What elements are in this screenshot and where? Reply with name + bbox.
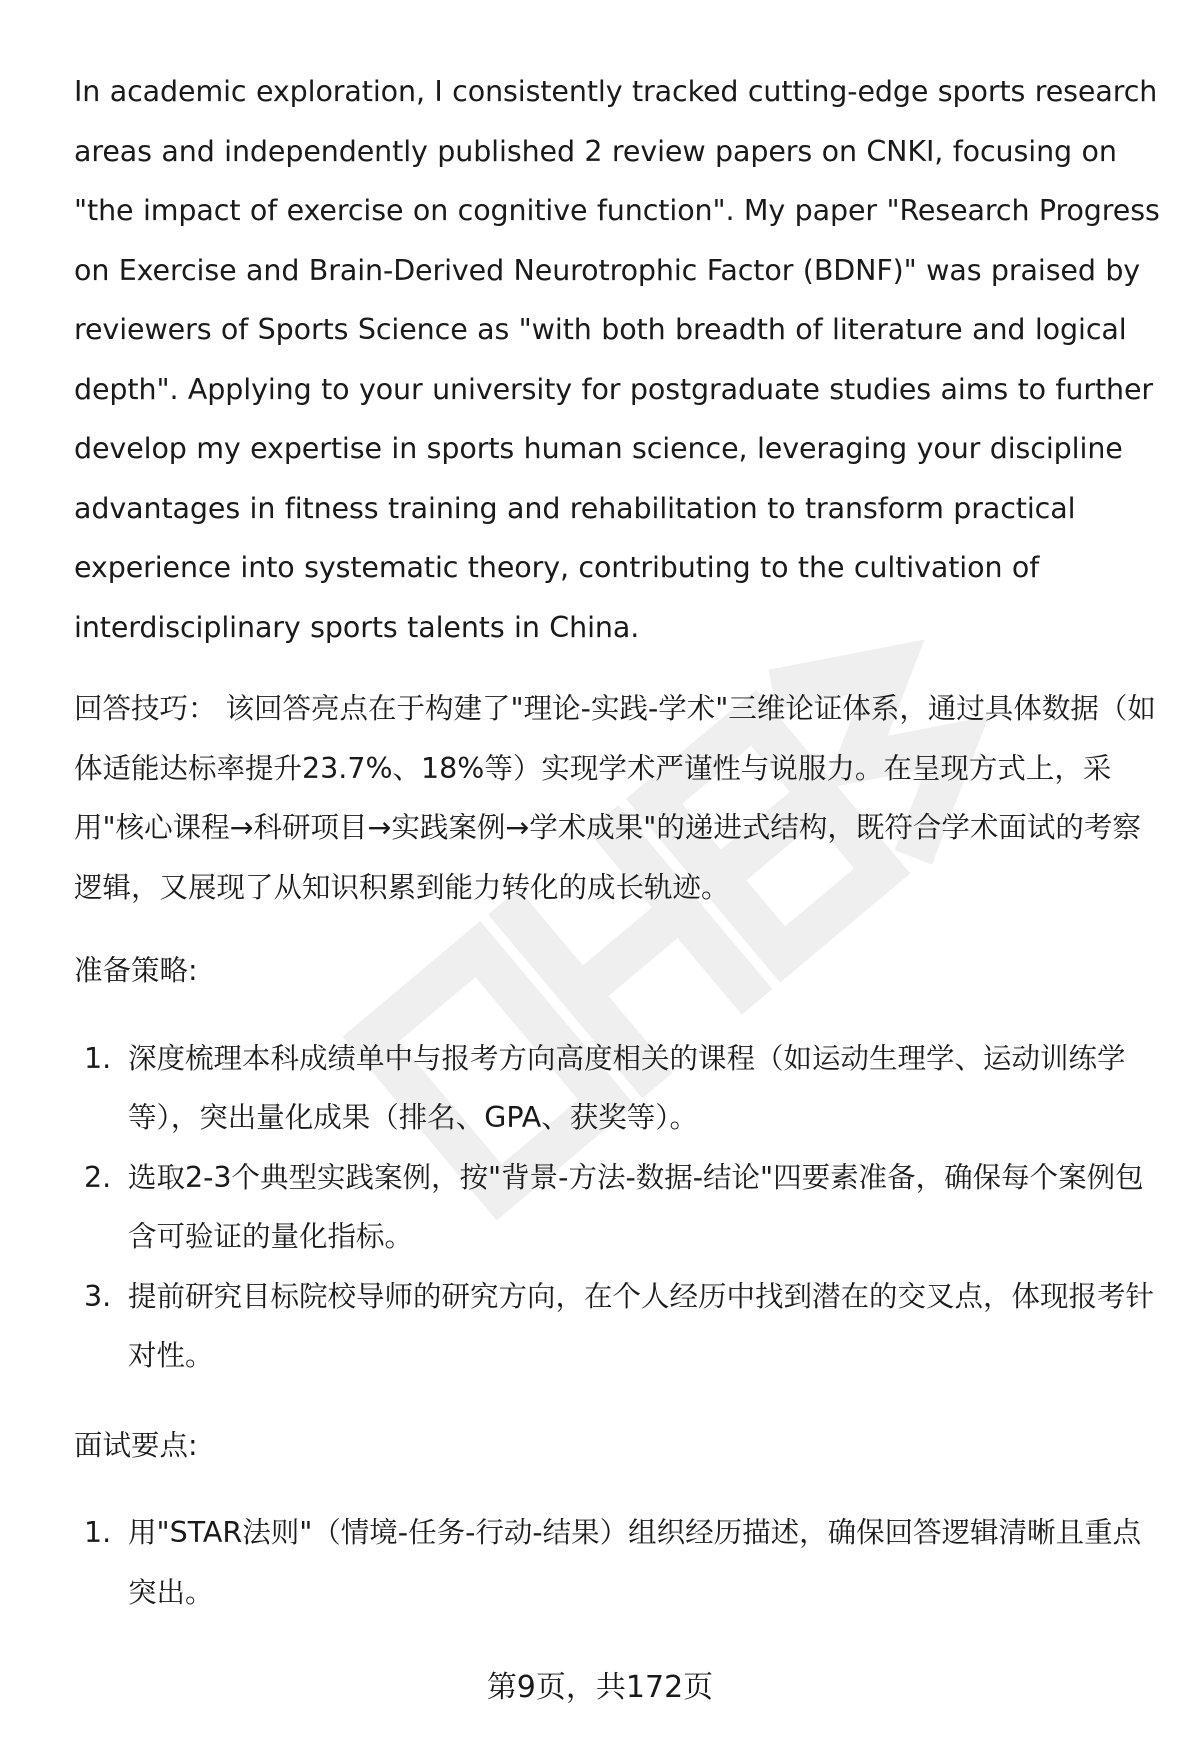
intro-paragraph: In academic exploration, I consistently tracked cutting-edge sports research areas and independently published 2 review papers on CNKI, focusing on "the impact of exercise on cognitive function". My paper "Research Progress on Exercise and Brain-Derived Neurotrophic Factor (BDNF)" was praised by reviewers of Sports Science as "with both breadth of literature and logical depth". Applying to your university for postgraduate studies aims to further develop my expertise in sports human science, leveraging your discipline advantages in fitness training and rehabilitation to transform practical experience into systematic theory, contributing to the cultivation of interdisciplinary sports talents in China. — [74, 75, 1160, 644]
document-content — [74, 62, 1164, 1622]
list-item — [74, 1029, 1164, 1148]
list-number: 1. — [84, 1516, 112, 1549]
preparation-heading: 准备策略: — [74, 954, 198, 987]
list-item — [74, 1267, 1164, 1386]
list-item-text: 选取2-3个典型实践案例，按"背景-方法-数据-结论"四要素准备，确保每个案例包含可验证的量化指标。 — [128, 1160, 1144, 1253]
list-item-text: 深度梳理本科成绩单中与报考方向高度相关的课程（如运动生理学、运动训练学等），突出量化成果（排名、GPA、获奖等）。 — [128, 1041, 1126, 1134]
page-footer: 第9页，共172页 — [486, 1670, 714, 1705]
list-item — [74, 1148, 1164, 1267]
list-item-text: 用"STAR法则"（情境-任务-行动-结果）组织经历描述，确保回答逻辑清晰且重点突出。 — [128, 1516, 1142, 1609]
list-item — [74, 1503, 1164, 1622]
interview-list — [74, 1503, 1164, 1622]
preparation-list — [74, 1029, 1164, 1386]
answer-tips-paragraph: 回答技巧： 该回答亮点在于构建了"理论-实践-学术"三维论证体系，通过具体数据（如体适能达标率提升23.7%、18%等）实现学术严谨性与说服力。在呈现方式上，采用"核心课程→科研项目→实践案例→学术成果"的递进式结构，既符合学术面试的考察逻辑，又展现了从知识积累到能力转化的成长轨迹。 — [74, 692, 1156, 904]
list-number: 3. — [84, 1279, 112, 1313]
interview-heading: 面试要点: — [74, 1428, 198, 1462]
list-number: 2. — [84, 1160, 112, 1194]
list-item-text: 提前研究目标院校导师的研究方向，在个人经历中找到潜在的交叉点，体现报考针对性。 — [128, 1279, 1155, 1372]
list-number: 1. — [84, 1041, 112, 1075]
